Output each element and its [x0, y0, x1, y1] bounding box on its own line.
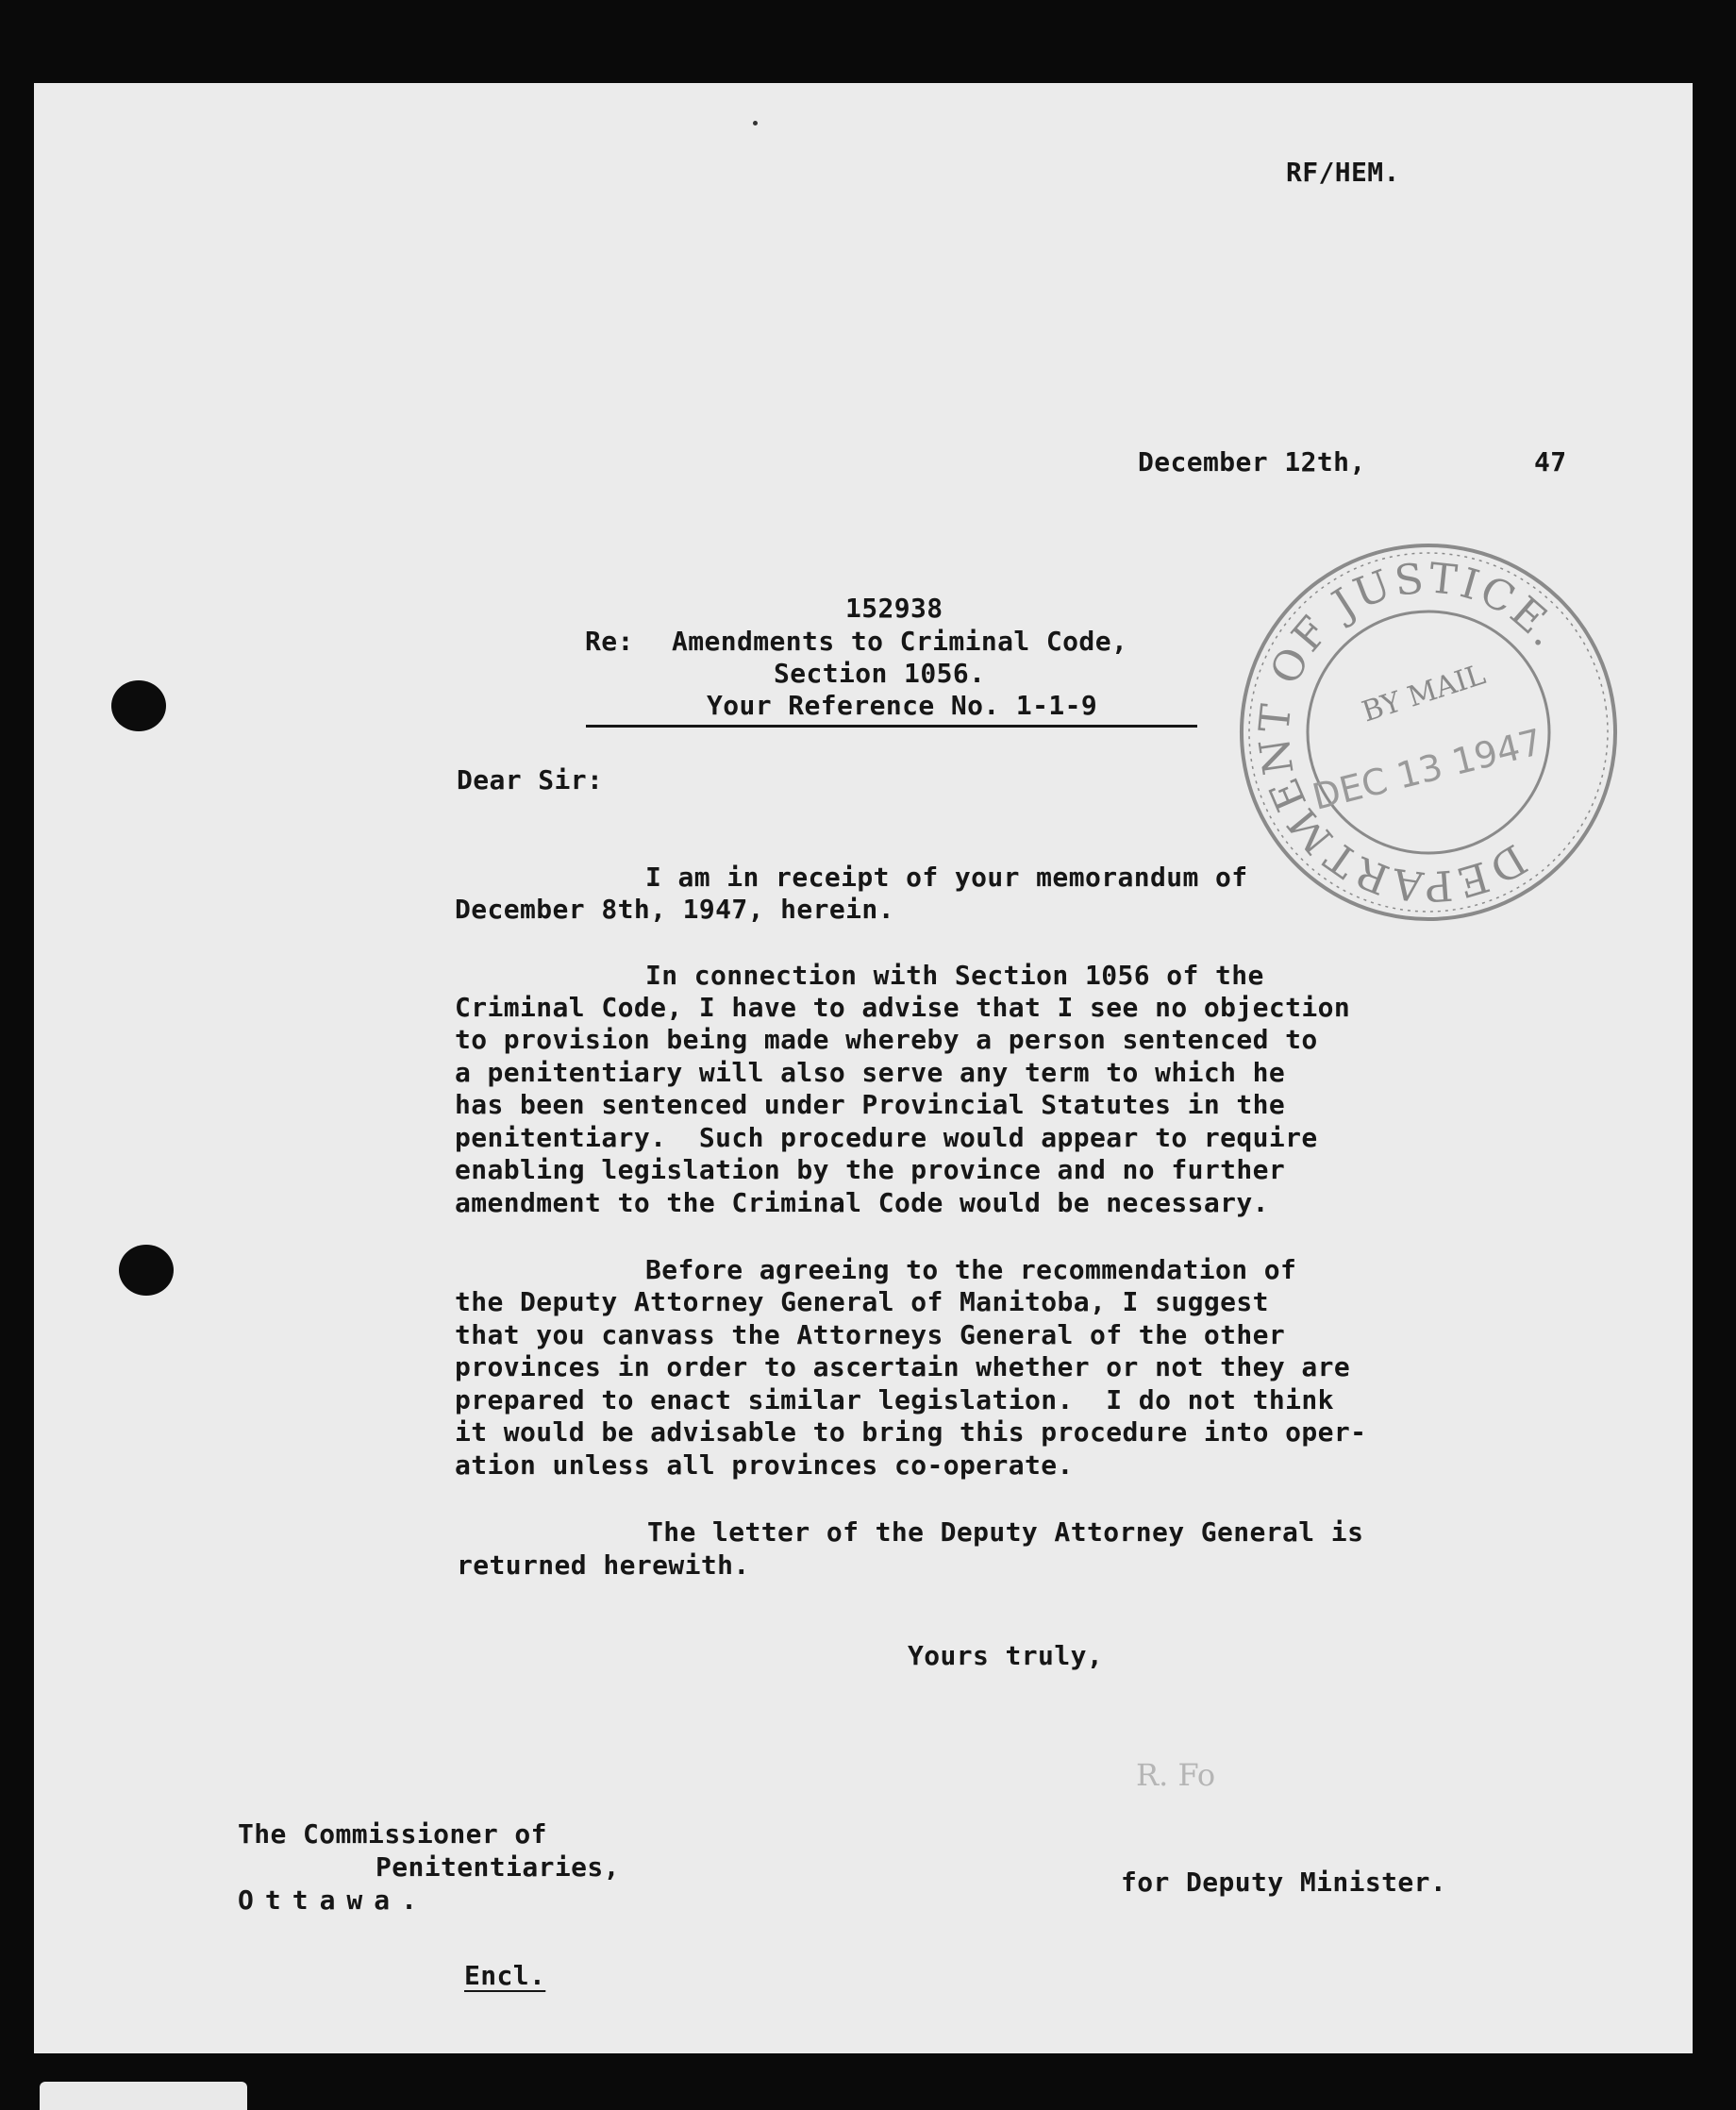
- signature-title: for Deputy Minister.: [1121, 1867, 1447, 1898]
- ink-speck: [753, 121, 758, 126]
- reference-initials: RF/HEM.: [1286, 157, 1400, 188]
- signature: R. Fo: [1136, 1757, 1216, 1793]
- paragraph-2-line-4: a penitentiary will also serve any term to which he: [455, 1057, 1286, 1088]
- paragraph-2-line-6: penitentiary. Such procedure would appear to require: [455, 1122, 1318, 1153]
- subject-line-2: Section 1056.: [774, 658, 986, 689]
- punch-hole-top: [111, 680, 166, 731]
- film-frame-tab: [40, 2082, 247, 2110]
- subject-line-1: Amendments to Criminal Code,: [672, 626, 1128, 657]
- stamp-date: DEC 13 1947: [1308, 720, 1546, 818]
- paragraph-2-line-2: Criminal Code, I have to advise that I see no objection: [455, 992, 1351, 1023]
- addressee-line-2: Penitentiaries,: [376, 1851, 620, 1883]
- paragraph-3-line-2: the Deputy Attorney General of Manitoba, I suggest: [455, 1286, 1269, 1317]
- paragraph-3-line-3: that you canvass the Attorneys General of the other: [455, 1319, 1286, 1350]
- punch-hole-bottom: [119, 1245, 174, 1296]
- paragraph-1-line-2: December 8th, 1947, herein.: [455, 894, 894, 925]
- paragraph-2-line-5: has been sentenced under Provincial Statutes in the: [455, 1089, 1286, 1120]
- subject-underline: [586, 725, 1197, 728]
- paragraph-1-line-1: I am in receipt of your memorandum of: [645, 862, 1248, 893]
- paragraph-2-line-7: enabling legislation by the province and no further: [455, 1154, 1286, 1185]
- stamp-ring-text: DEPARTMENT OF JUSTICE.: [1250, 554, 1572, 911]
- paragraph-3-line-5: prepared to enact similar legislation. I do not think: [455, 1384, 1334, 1415]
- paragraph-2-line-8: amendment to the Criminal Code would be necessary.: [455, 1187, 1269, 1218]
- subject-prefix: Re:: [585, 626, 634, 657]
- letter-page: [34, 83, 1693, 2053]
- closing: Yours truly,: [908, 1640, 1104, 1671]
- paragraph-3-line-1: Before agreeing to the recommendation of: [645, 1254, 1297, 1285]
- paragraph-2-line-1: In connection with Section 1056 of the: [645, 960, 1264, 991]
- subject-line-3: Your Reference No. 1-1-9: [707, 690, 1098, 721]
- addressee-line-3: Ottawa.: [238, 1884, 429, 1916]
- paragraph-3-line-4: provinces in order to ascertain whether or not they are: [455, 1351, 1351, 1382]
- paragraph-3-line-6: it would be advisable to bring this procedure into oper-: [455, 1416, 1367, 1448]
- paragraph-4-line-1: The letter of the Deputy Attorney General is: [647, 1516, 1364, 1548]
- letter-year: 47: [1534, 446, 1567, 477]
- paragraph-2-line-3: to provision being made whereby a person sentenced to: [455, 1024, 1318, 1055]
- addressee-line-1: The Commissioner of: [238, 1818, 547, 1850]
- stamp-label: BY MAIL: [1358, 658, 1490, 729]
- paragraph-4-line-2: returned herewith.: [457, 1549, 750, 1581]
- received-stamp: [1230, 534, 1627, 930]
- salutation: Dear Sir:: [457, 764, 604, 795]
- file-number: 152938: [845, 593, 943, 624]
- paragraph-3-line-7: ation unless all provinces co-operate.: [455, 1449, 1074, 1481]
- enclosure-note: Encl.: [464, 1960, 546, 1991]
- letter-date: December 12th,: [1138, 446, 1366, 477]
